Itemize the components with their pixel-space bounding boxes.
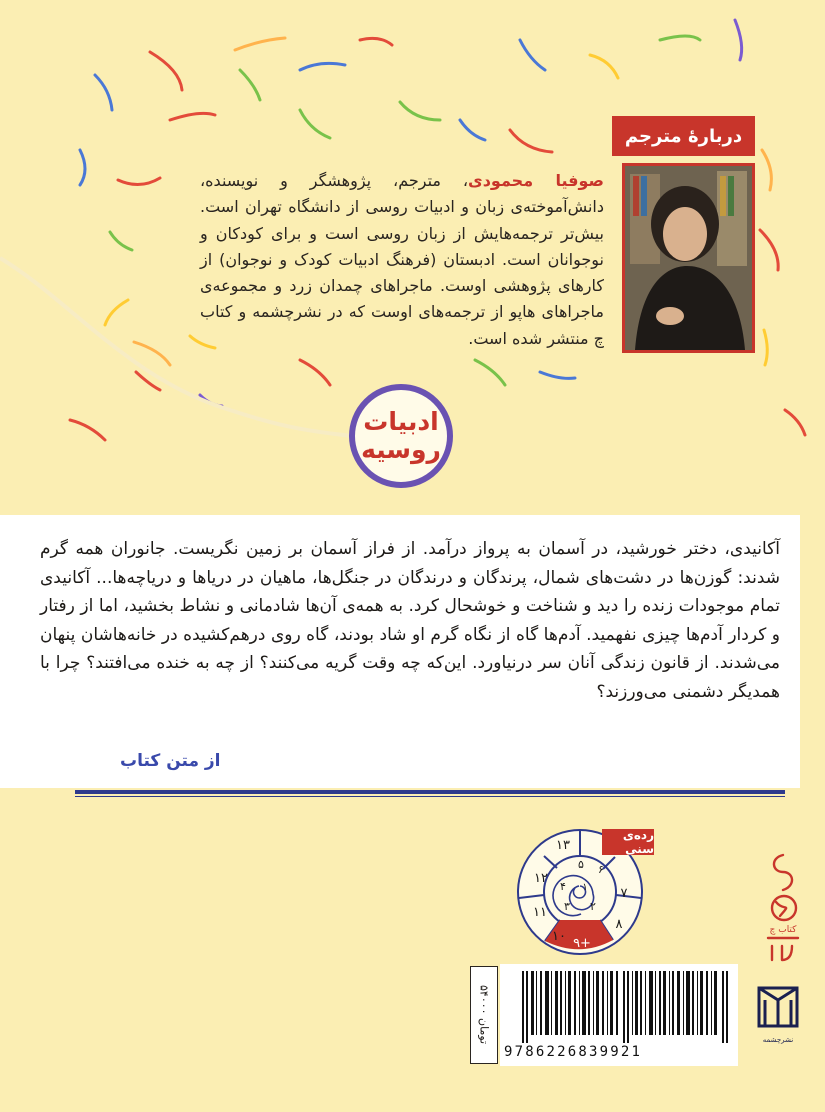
price-label: ۵۴۰۰۰ تومان [470,966,498,1064]
age-8: ۸ [615,917,623,932]
kids-brand-name: کتاب چ [769,925,797,935]
book-excerpt-box [0,515,800,788]
about-translator-tab: دربارهٔ مترجم [612,116,755,156]
age-12: ۱۲ [534,871,548,886]
portrait-illustration [625,166,752,350]
series-line-1: ادبیات [363,407,439,436]
age-10: ۱۰ [552,929,566,944]
age-9-plus: ۹+ [573,936,591,951]
series-badge [349,384,453,488]
translator-bio-text: ، مترجم، پژوهشگر و نویسنده، دانش‌آموخته‌ی زبان و ادبیات روسی از دانشگاه تهران است. بیش‌تر ترجمه‌هایش از زبان روسی است و برای کودکان و نوجوانان است. ادبستان (فرهنگ ادبیات کودک و نوجوان) از کارهای پژوهشی اوست. ماجراهای چمدان زرد و مجموعه‌ی ماجراهای هاپو از ترجمه‌های اوست که در نشرچشمه و کتاب چ منتشر شده است. [200,171,604,348]
series-line-2: روسیه [361,435,441,464]
age-13: ۱۳ [556,838,570,853]
excerpt-divider [75,790,785,794]
age-6: ۶ [598,863,604,876]
age-2: ۲ [590,900,596,913]
age-5: ۵ [578,858,584,871]
age-3: ۳ [564,900,570,913]
age-group-label: رده‌ی سنی [602,829,654,855]
excerpt-source: از متن کتاب [120,751,221,771]
isbn-barcode [500,964,738,1066]
isbn-number: 9786226839921 [504,1044,643,1060]
age-11: ۱۱ [533,905,547,920]
translator-bio [200,168,604,352]
barcode-bars [522,971,730,1043]
kids-brand-logo [762,850,804,965]
publisher-name: نشرچشمه [762,1036,794,1044]
translator-photo [622,163,755,353]
translator-name: صوفیا محمودی [468,171,604,190]
age-1: ۱ [582,882,588,893]
excerpt-text: آکانیدی، دختر خورشید، در آسمان به پرواز درآمد. از فراز آسمان بر زمین نگریست. جانوران همه گرم شدند: گوزن‌ها در دشت‌های شمال، پرندگان و درندگان در جنگل‌ها، ماهیان در دریاها و دریاچه‌ها... آکانیدی تمام موجودات زنده را دید و شناخت و خوشحال کرد. به همه‌ی آن‌ها شادمانی و نشاط بخشید، اما از رفتار و کردار آدم‌ها چیزی نفهمید. آدم‌ها گاه از نگاه گرم او شاد بودند، گاه روی درهم‌کشیده در خانه‌هاشان پنهان می‌شدند. از قانون زندگی آنان سر درنیاورد. این‌که چه وقت گریه می‌کنند؟ از چه به خنده می‌افتند؟ چرا با همدیگر دشمنی می‌ورزند؟ [40,539,780,702]
book-icon [755,982,801,1032]
publisher-logo [751,982,805,1052]
age-7: ۷ [620,886,628,901]
excerpt-divider-thin [75,796,785,797]
age-4: ۴ [560,880,566,893]
